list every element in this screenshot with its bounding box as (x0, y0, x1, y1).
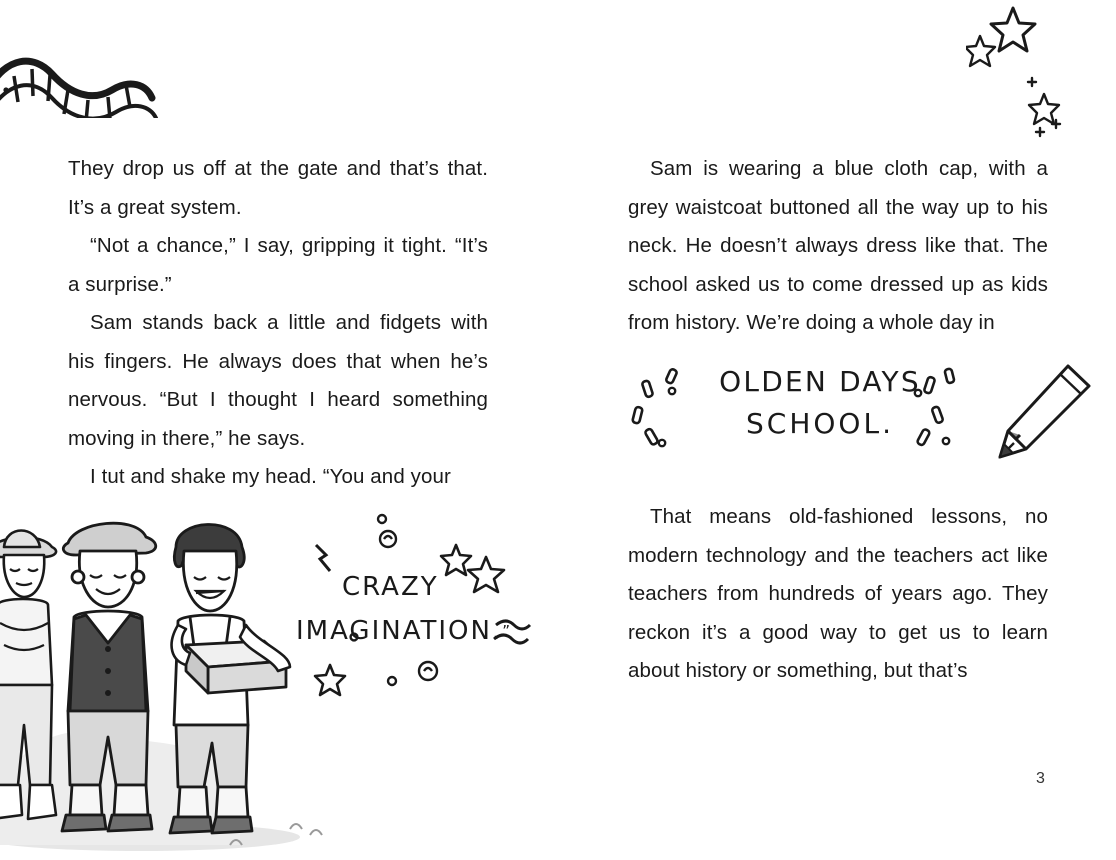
page-number: 3 (1036, 770, 1045, 787)
paragraph: “Not a chance,” I say, gripping it tight. “It’s a surprise.” (68, 234, 488, 296)
olden-line-2: SCHOOL. (746, 407, 894, 440)
right-text-column-lower (628, 498, 1048, 691)
crazy-line-2 (290, 609, 540, 653)
olden-days-school-text (680, 361, 960, 445)
right-text-column (628, 150, 1048, 343)
stars-doodle-icon (966, 6, 1076, 166)
olden-line-1: OLDEN DAYS (719, 365, 921, 398)
paragraph: Sam is wearing a blue cloth cap, with a grey waistcoat buttoned all the way up to his neck. He doesn’t always dress like that. The school asked us to come dressed up as kids from history. We’re doing a whole day in (628, 157, 1048, 334)
crazy-line-1: CRAZY (342, 572, 439, 602)
worm-doodle-icon (0, 28, 175, 118)
crazy-imagination-text (290, 565, 540, 653)
paragraph: They drop us off at the gate and that’s that. It’s a great system. (68, 157, 488, 219)
paragraph: I tut and shake my head. “You and your (90, 465, 451, 488)
pencil-icon (990, 360, 1095, 465)
crazy-closing-quote: ” (502, 622, 512, 640)
crazy-imagination-lettering (280, 505, 560, 705)
paragraph: Sam stands back a little and fidgets with his fingers. He always does that when he’s nervous. “But I thought I heard something moving in there,” he says. (68, 311, 488, 450)
crazy-line-2-text: IMAGINATION. (296, 616, 503, 646)
left-text-column (68, 150, 488, 497)
paragraph: That means old-fashioned lessons, no modern technology and the teachers act like teachers from hundreds of years ago. They reckon it’s a good way to get us to learn about history or something, but that’s (628, 505, 1048, 682)
